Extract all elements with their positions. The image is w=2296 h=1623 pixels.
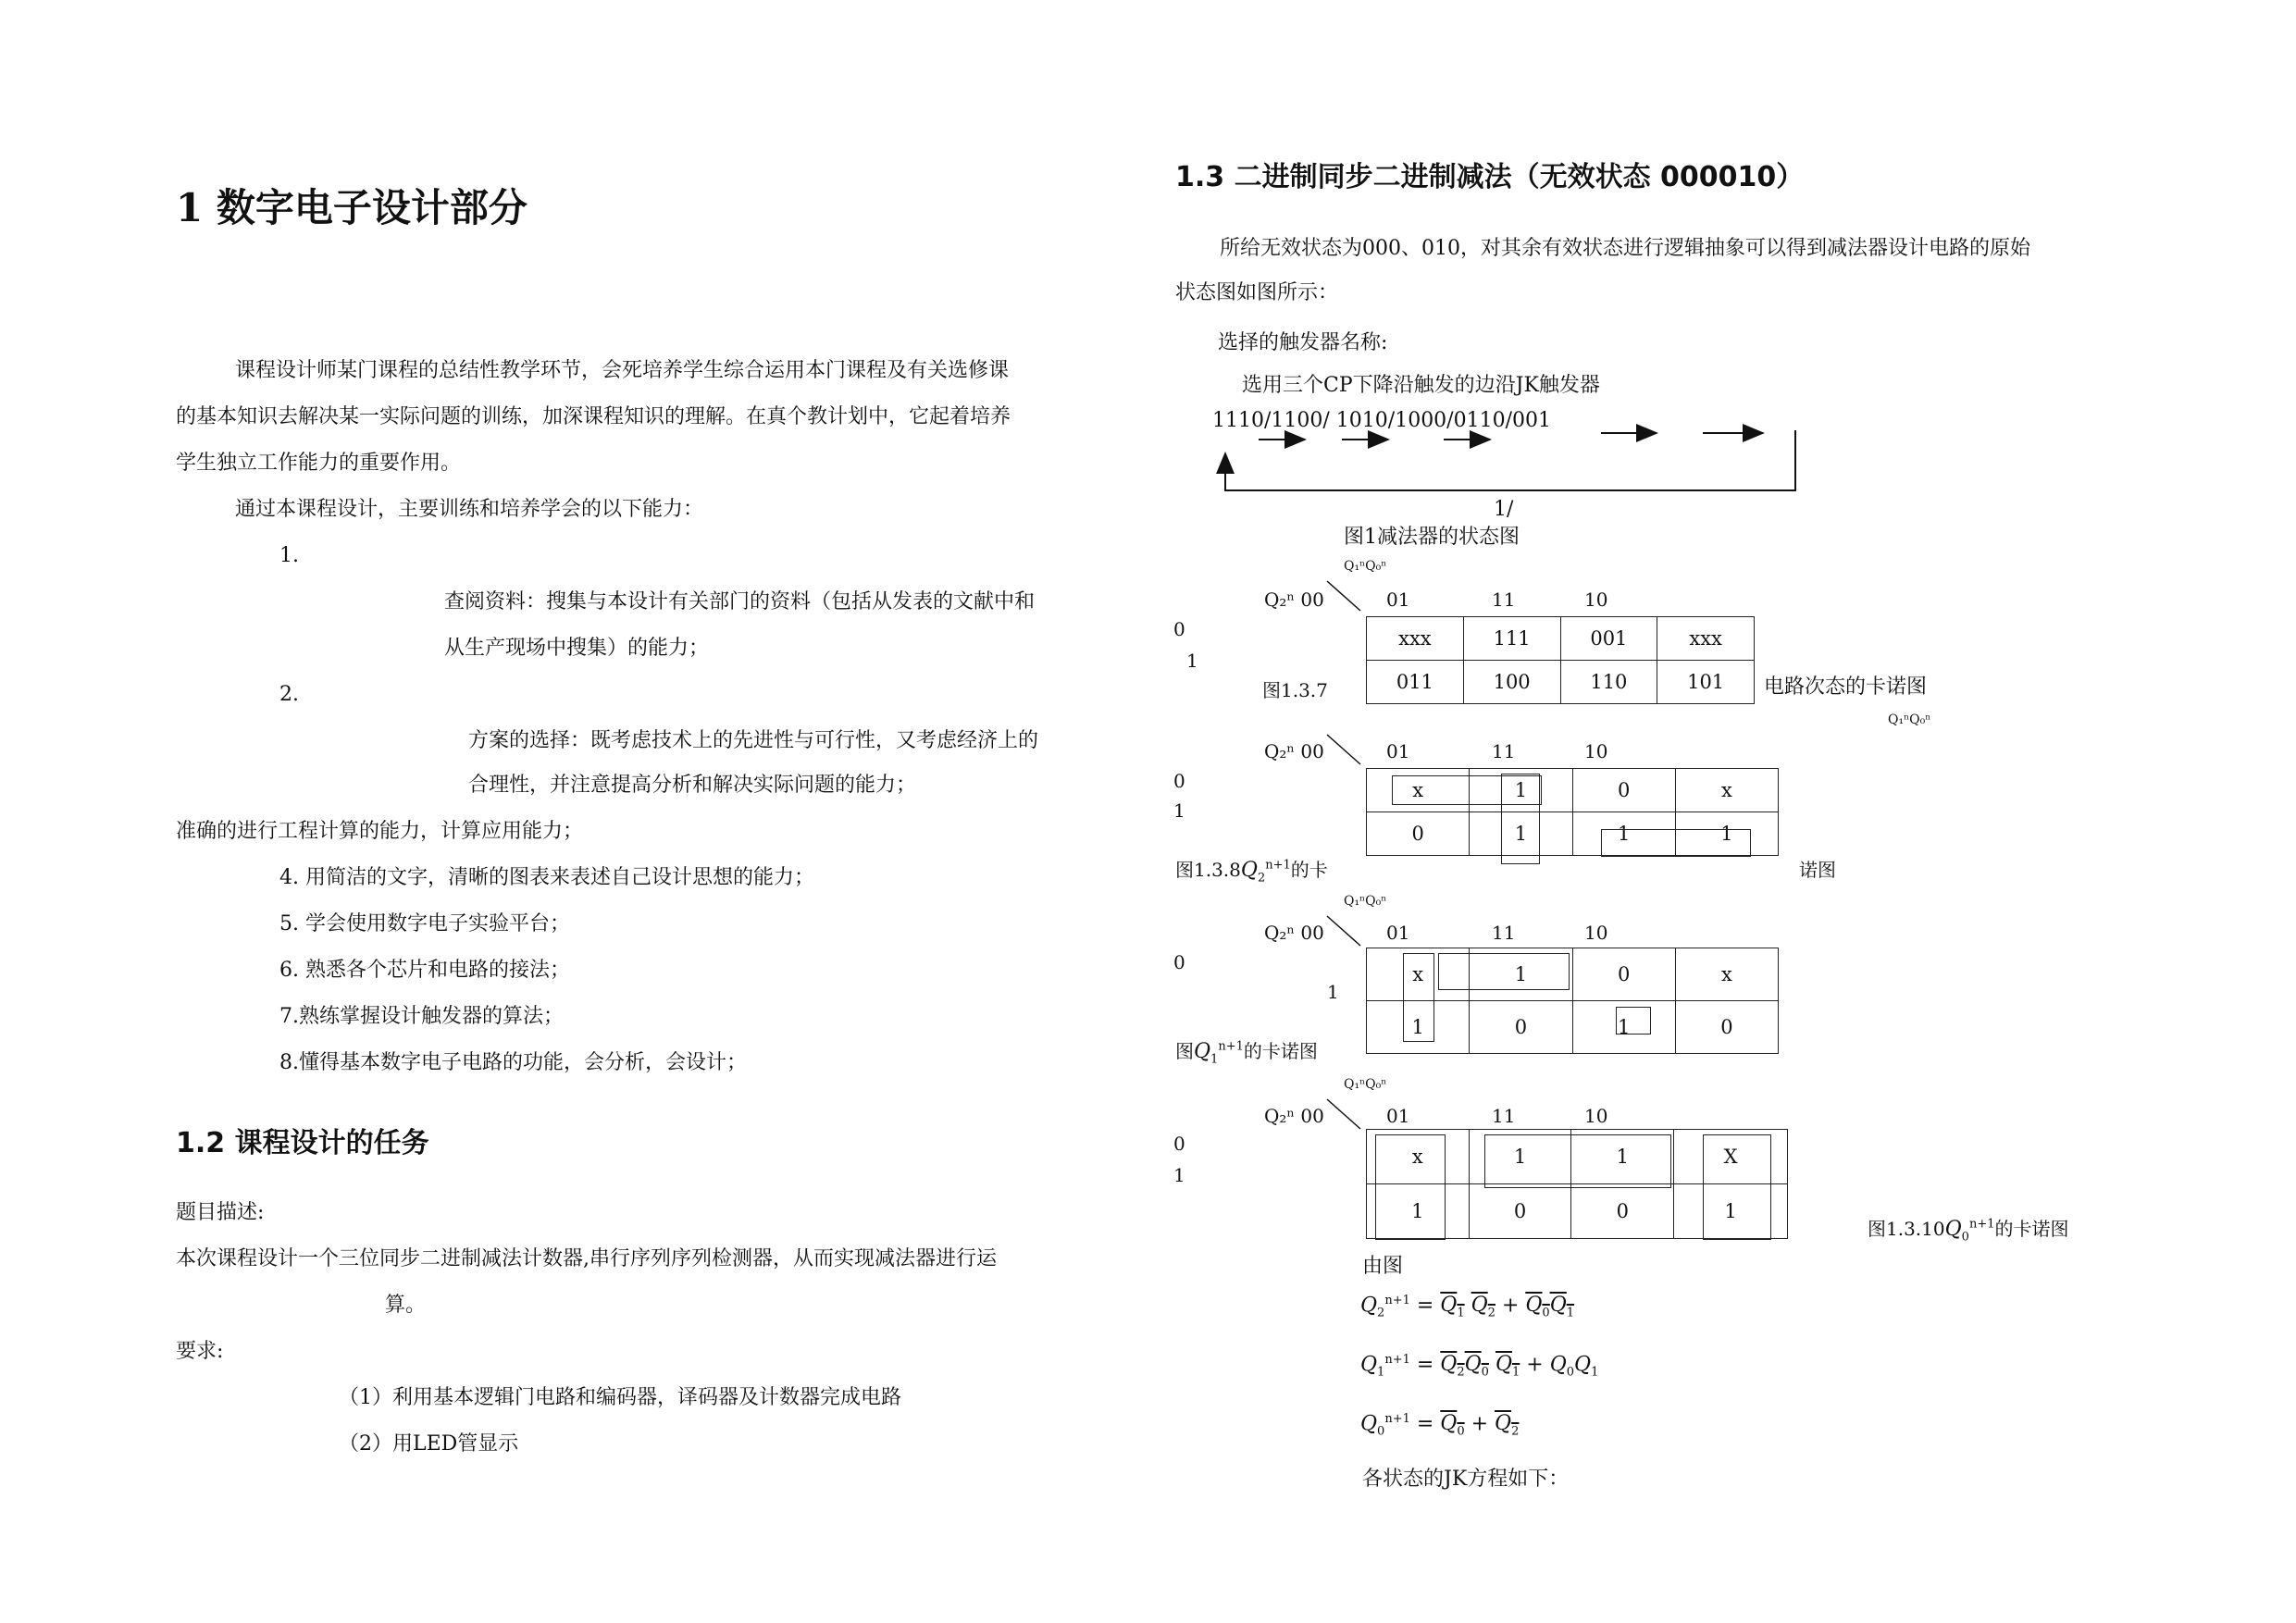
kmap-corner-diagonal — [1325, 1097, 1362, 1134]
kmap-cell: X — [1674, 1130, 1788, 1184]
intro-paragraph-line: 的基本知识去解决某一实际问题的训练，加深课程知识的理解。在真个教计划中，它起着培养 — [176, 405, 1011, 428]
kmap-cell: 001 — [1560, 617, 1657, 661]
kmap-cell: 0 — [1572, 948, 1675, 1001]
list-item: 查阅资料：搜集与本设计有关部门的资料（包括从发表的文献中和 — [444, 590, 1036, 613]
kmap-corner-left: Q₂ⁿ 00 — [1264, 1105, 1324, 1127]
kmap-cell: 0 — [1571, 1184, 1674, 1239]
requirement-item: （1）利用基本逻辑门电路和编码器，译码器及计数器完成电路 — [339, 1386, 901, 1409]
kmap-col-label: 10 — [1584, 922, 1608, 944]
kmap-next-state — [1366, 616, 1755, 704]
caption-var — [1944, 1217, 1995, 1245]
var-sub: 0 — [1961, 1230, 1969, 1245]
kmap-row-label: 1 — [1327, 981, 1339, 1003]
caption-text: 的卡 — [1290, 859, 1328, 881]
kmap-cell: x — [1367, 1130, 1470, 1184]
flipflop-description: 选用三个CP下降沿触发的边沿JK触发器 — [1242, 374, 1600, 397]
kmap-col-label: 01 — [1386, 588, 1410, 611]
caption-text: 图 — [1175, 1040, 1194, 1062]
kmap-col-label: 11 — [1492, 922, 1516, 944]
var-sup: n+1 — [1265, 858, 1291, 873]
kmap-cell: 101 — [1657, 661, 1755, 704]
list-item: 8.懂得基本数字电子电路的功能，会分析，会设计； — [279, 1051, 747, 1074]
list-item: 准确的进行工程计算的能力，计算应用能力； — [176, 820, 584, 843]
kmap-cell: xxx — [1657, 617, 1755, 661]
kmap-caption: 诺图 — [1799, 859, 1836, 881]
kmap-cell: 0 — [1470, 1001, 1572, 1054]
var-sub: 1 — [1210, 1052, 1219, 1067]
kmap-cell: 1 — [1470, 948, 1572, 1001]
from-figure-label: 由图 — [1362, 1255, 1404, 1278]
loop-label: 1/ — [1494, 498, 1514, 521]
kmap-corner-diagonal — [1325, 733, 1362, 770]
kmap-group-loop — [1403, 953, 1434, 1042]
equation-q1: $Q_1^{n+1} = Q_2Q_0$ $Q_1 + Q_0Q_1$ — [1360, 1353, 1599, 1380]
caption-text: 图1.3.8 — [1175, 859, 1241, 881]
kmap-group-loop — [1484, 1134, 1671, 1188]
equation-q0: $Q_0^{n+1} = Q_0 + Q_2$ — [1360, 1412, 1520, 1439]
kmap-row-label: 0 — [1173, 951, 1185, 973]
kmap-cell: 0 — [1572, 769, 1675, 812]
kmap-group-loop — [1616, 1007, 1651, 1035]
figure-caption: 图1.3.7 — [1262, 679, 1328, 701]
kmap-cell: x — [1367, 769, 1470, 812]
task-description: 本次课程设计一个三位同步二进制减法计数器,串行序列序列检测器，从而实现减法器进行运 — [176, 1247, 997, 1270]
kmap-cell: 1 — [1469, 1130, 1571, 1184]
list-item: 方案的选择：既考虑技术上的先进性与可行性，又考虑经济上的 — [468, 729, 1039, 752]
kmap-corner-top: Q₁ⁿQ₀ⁿ — [1888, 712, 1931, 727]
kmap-cell: 110 — [1560, 661, 1657, 704]
var-letter: Q — [1944, 1218, 1962, 1241]
kmap-row-label: 1 — [1173, 799, 1185, 822]
figure-caption: 电路次态的卡诺图 — [1764, 675, 1928, 699]
kmap-row-label: 1 — [1173, 1164, 1185, 1186]
list-item: 4. 用简洁的文字，清晰的图表来表述自己设计思想的能力； — [279, 866, 814, 889]
intro-paragraph-line: 课程设计师某门课程的总结性教学环节，会死培养学生综合运用本门课程及有关选修课 — [235, 359, 1010, 382]
kmap-cell: x — [1367, 948, 1470, 1001]
caption-var — [1194, 1039, 1244, 1067]
kmap-col-label: 01 — [1386, 1105, 1410, 1127]
section-heading: 1.3 二进制同步二进制减法（无效状态 000010） — [1175, 161, 1805, 193]
list-number: 2. — [279, 683, 299, 706]
kmap-cell: 1 — [1572, 1001, 1675, 1054]
requirement-item: （2）用LED管显示 — [339, 1432, 519, 1456]
var-sup: n+1 — [1218, 1039, 1244, 1054]
state-diagram-arrows — [1212, 416, 1860, 546]
var-sub: 2 — [1257, 871, 1266, 886]
equation-q2: $Q_2^{n+1} = Q_1$ $Q_2 + Q_0Q_1$ — [1360, 1294, 1575, 1320]
kmap-cell: 111 — [1463, 617, 1560, 661]
kmap-corner-left: Q₂ⁿ 00 — [1264, 922, 1324, 944]
kmap-group-loop — [1438, 953, 1570, 990]
caption-text: 图1.3.10 — [1868, 1218, 1945, 1240]
kmap-group-loop — [1501, 774, 1540, 864]
kmap-col-label: 01 — [1386, 740, 1410, 762]
kmap-cell: 1 — [1572, 812, 1675, 856]
list-item: 5. 学会使用数字电子实验平台； — [279, 912, 570, 935]
flipflop-label: 选择的触发器名称: — [1218, 331, 1388, 354]
kmap-cell: 0 — [1675, 1001, 1778, 1054]
kmap-row-label: 0 — [1173, 1133, 1185, 1155]
list-number: 1. — [279, 544, 299, 567]
kmap-col-label: 01 — [1386, 922, 1410, 944]
kmap-cell: 0 — [1469, 1184, 1571, 1239]
kmap-corner-top: Q₁ⁿQ₀ⁿ — [1344, 559, 1387, 574]
intro-paragraph: 通过本课程设计，主要训练和培养学会的以下能力： — [235, 498, 704, 521]
kmap-corner-diagonal — [1325, 579, 1362, 616]
task-description: 算。 — [385, 1294, 427, 1317]
kmap-row-label: 0 — [1173, 770, 1185, 792]
kmap-col-label: 10 — [1584, 1105, 1608, 1127]
paragraph-line: 状态图如图所示： — [1175, 281, 1339, 304]
kmap-cell: 1 — [1367, 1184, 1470, 1239]
section-heading: 1.2 课程设计的任务 — [176, 1127, 429, 1159]
page-title: 1 数字电子设计部分 — [176, 185, 527, 230]
paragraph-line: 所给无效状态为000、010，对其余有效状态进行逻辑抽象可以得到减法器设计电路的原始 — [1220, 237, 2030, 260]
kmap-row-label: 1 — [1186, 650, 1198, 672]
kmap-corner-left: Q₂ⁿ 00 — [1264, 740, 1324, 762]
kmap-corner-top: Q₁ⁿQ₀ⁿ — [1344, 1077, 1387, 1092]
kmap-cell: x — [1675, 769, 1778, 812]
kmap-cell: 100 — [1463, 661, 1560, 704]
kmap-group-loop — [1703, 1134, 1771, 1240]
kmap-cell: 1 — [1367, 1001, 1470, 1054]
intro-paragraph-line: 学生独立工作能力的重要作用。 — [176, 452, 462, 475]
list-item: 6. 熟悉各个芯片和电路的接法； — [279, 959, 570, 982]
kmap-cell: 1 — [1674, 1184, 1788, 1239]
kmap-corner-diagonal — [1325, 914, 1362, 951]
kmap-cell: 1 — [1675, 812, 1778, 856]
kmap-caption — [1175, 1036, 1318, 1066]
jk-equation-label: 各状态的JK方程如下： — [1362, 1468, 1570, 1491]
kmap-cell: 1 — [1571, 1130, 1674, 1184]
kmap-group-loop — [1601, 829, 1751, 857]
list-item: 7.熟练掌握设计触发器的算法； — [279, 1005, 564, 1028]
kmap-cell: xxx — [1367, 617, 1464, 661]
list-item: 从生产现场中搜集）的能力； — [444, 637, 710, 660]
kmap-cell: x — [1675, 948, 1778, 1001]
kmap-corner-top: Q₁ⁿQ₀ⁿ — [1344, 894, 1387, 909]
task-label: 题目描述: — [176, 1201, 265, 1224]
kmap-caption — [1868, 1214, 2069, 1244]
kmap-col-label: 10 — [1584, 740, 1608, 762]
var-sup: n+1 — [1968, 1217, 1995, 1232]
caption-text: 的卡诺图 — [1994, 1218, 2069, 1240]
list-item: 合理性，并注意提高分析和解决实际问题的能力； — [468, 774, 917, 797]
kmap-col-label: 11 — [1492, 588, 1516, 611]
kmap-col-label: 11 — [1492, 1105, 1516, 1127]
kmap-caption — [1175, 855, 1328, 885]
kmap-group-loop — [1375, 1134, 1446, 1240]
kmap-cell: 0 — [1367, 812, 1470, 856]
kmap-col-label: 10 — [1584, 588, 1608, 611]
kmap-cell: 011 — [1367, 661, 1464, 704]
kmap-row-label: 0 — [1173, 618, 1185, 640]
caption-text: 的卡诺图 — [1243, 1040, 1318, 1062]
kmap-cell: 1 — [1470, 769, 1572, 812]
kmap-col-label: 11 — [1492, 740, 1516, 762]
kmap-cell: 1 — [1470, 812, 1572, 856]
kmap-corner-left: Q₂ⁿ 00 — [1264, 588, 1324, 611]
var-letter: Q — [1194, 1040, 1211, 1063]
figure-caption: 图1减法器的状态图 — [1344, 526, 1520, 549]
caption-var — [1240, 858, 1291, 886]
var-letter: Q — [1240, 859, 1258, 882]
state-sequence: 1110/1100/ 1010/1000/0110/001 — [1212, 409, 1551, 432]
requirements-label: 要求: — [176, 1340, 224, 1363]
